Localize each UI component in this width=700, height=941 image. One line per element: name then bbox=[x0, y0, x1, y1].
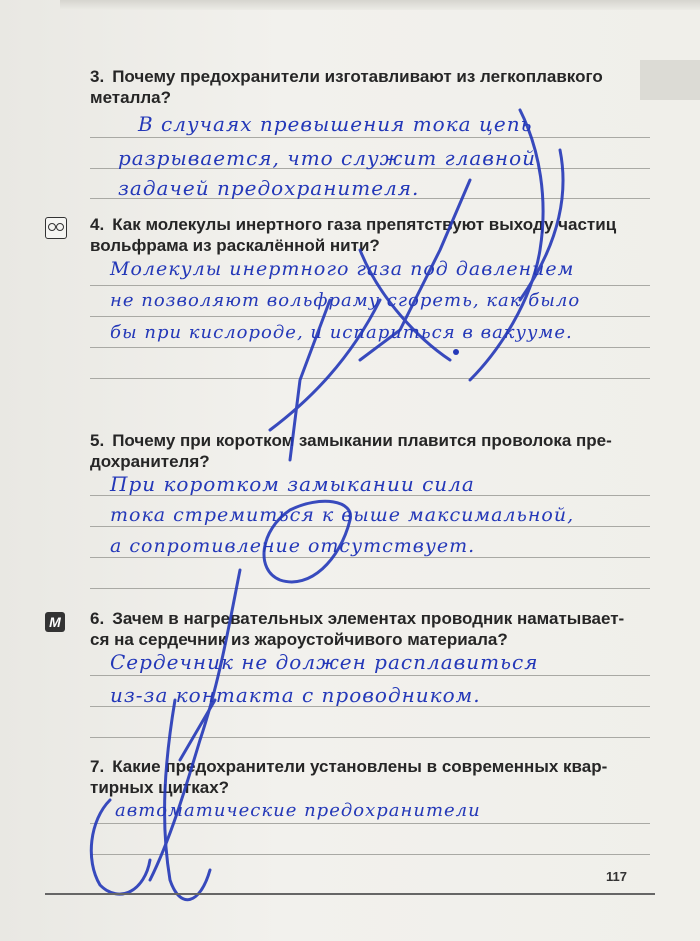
question-number: 7. bbox=[90, 757, 105, 776]
question-text: Почему предохранители изготавливают из легкоплавкого bbox=[112, 67, 603, 86]
question-number: 6. bbox=[90, 609, 105, 628]
answer-5-line-3: а сопротивление отсутствует. bbox=[110, 535, 476, 557]
answer-5-line-2: тока стремиться к выше максимальной, bbox=[110, 504, 575, 526]
question-text-cont: металла? bbox=[90, 88, 172, 107]
question-text: Почему при коротком замыкании плавится проволока пре- bbox=[112, 431, 612, 450]
question-number: 4. bbox=[90, 215, 105, 234]
answer-4-line-1: Молекулы инертного газа под давлением bbox=[110, 258, 575, 280]
answer-7-line-1: автоматические предохранители bbox=[115, 800, 481, 821]
answer-3-line-2: разрывается, что служит главной bbox=[118, 146, 537, 170]
footer-rule bbox=[45, 893, 655, 895]
answer-5-line-1: При коротком замыкании сила bbox=[110, 472, 475, 496]
question-text: Как молекулы инертного газа препятствуют выходу частиц bbox=[112, 215, 617, 234]
question-text-cont: тирных щитках? bbox=[90, 778, 230, 797]
page-number: 117 bbox=[606, 869, 627, 884]
m-icon: М bbox=[45, 612, 65, 632]
answer-3-line-1: В случаях превышения тока цепь bbox=[138, 112, 533, 136]
question-number: 3. bbox=[90, 67, 105, 86]
question-text-cont: дохранителя? bbox=[90, 452, 210, 471]
question-text-cont: ся на сердечник из жароустойчивого материала? bbox=[90, 630, 508, 649]
question-text: Какие предохранители установлены в современных квар- bbox=[112, 757, 608, 776]
answer-4-line-3: бы при кислороде, и испариться в вакууме. bbox=[110, 322, 573, 343]
answer-6-line-2: из-за контакта с проводником. bbox=[110, 683, 481, 707]
answer-4-line-2: не позволяют вольфраму сгореть, как было bbox=[110, 290, 581, 311]
question-text: Зачем в нагревательных элементах проводник наматывает- bbox=[112, 609, 625, 628]
answer-3-line-3: задачей предохранителя. bbox=[118, 176, 420, 200]
question-number: 5. bbox=[90, 431, 105, 450]
question-text-cont: вольфрама из раскалённой нити? bbox=[90, 236, 380, 255]
answer-6-line-1: Сердечник не должен расплавиться bbox=[110, 650, 539, 674]
